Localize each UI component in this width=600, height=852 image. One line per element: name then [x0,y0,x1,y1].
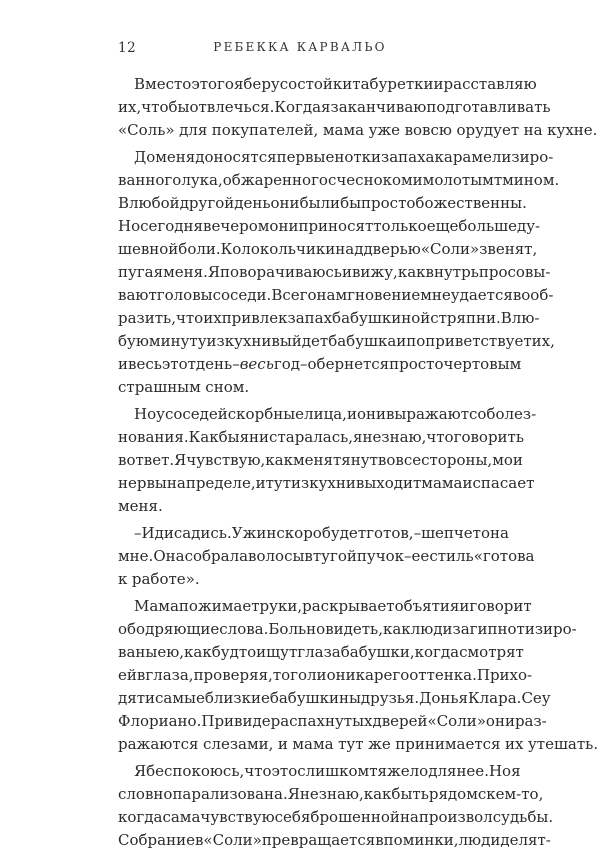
text-line: шевной боли. Колокольчики над дверью «Соли» звенят, [118,240,538,258]
text-line: пугая меня. Я поворачиваюсь и вижу, как внутрь просовы- [118,263,551,281]
text-line: и весь этот день – весь год – обернется просто чертовым [118,355,522,373]
text-line: бую минуту из кухни выйдет бабушка и поприветствует их, [118,332,555,350]
text-line: В любой другой день они были бы просто божественны. [118,194,527,212]
text-line: в ответ. Я чувствую, как меня тянут во все стороны, мои [118,451,523,469]
text-line: их, чтобы отвлечься. Когда я заканчиваю подготавливать [118,98,551,116]
text-line: дят и самые близкие бабушкины друзья. Донья Клара. Сеу [118,689,551,707]
page-header [118,40,482,60]
text-line: Я беспокоюсь, что это слишком тяжело для нее. Но я [134,762,521,780]
text-line: – Иди садись. Ужин скоро будет готов, – шепчет она [134,524,509,542]
text-line: Мама пожимает руки, раскрывает объятия и говорит [134,597,532,615]
text-line: ванного лука, обжаренного с чесноком и молотым тмином. [118,171,560,189]
text-line: меня. [118,497,163,515]
text-line: вают головы соседи. Всего на мгновение мне удается вооб- [118,286,554,304]
text-line: мне. Она собрала волосы в тугой пучок – ее стиль «готова [118,547,535,565]
text-line: когда сама чувствую себя брошенной на произвол судьбы. [118,808,554,826]
text-line: ей в глаза, проверяя, того ли они карего оттенка. Прихо- [118,666,533,684]
text-line: До меня доносятся первые нотки запаха карамелизиро- [134,148,554,166]
text-line: Вместо этого я беру со стойки табуретки и расставляю [134,75,537,93]
running-head-author: РЕБЕККА КАРВАЛЬО [213,40,387,54]
text-line: Собрание в «Соли» превращается в поминки, люди делят- [118,831,551,849]
text-line: Флориано. При виде распахнутых дверей «Соли» они раз- [118,712,547,730]
text-line: ободряющие слова. Больно видеть, как люди загипнотизиро- [118,620,577,638]
text-line: словно парализована. Я не знаю, как быть рядом с кем-то, [118,785,544,803]
text-line: к работе». [118,570,200,588]
page-number: 12 [118,40,137,56]
text-line: ражаются слезами, и мама тут же принимается их утешать. [118,735,599,753]
text-line: «Соль» для покупателей, мама уже вовсю орудует на кухне. [118,121,598,139]
text-line: нования. Как бы я ни старалась, я не знаю, что говорить [118,428,525,446]
body-text [118,73,599,852]
text-line: разить, что их привлек запах бабушкиной стряпни. В лю- [118,309,540,327]
text-line: страшным сном. [118,378,250,396]
text-line: Но сегодня вечером они приносят только еще больше ду- [118,217,541,235]
text-line: нервы на пределе, и тут из кухни выходит мама и спасает [118,474,535,492]
text-line: ваны ею, как будто ищут глаза бабушки, когда смотрят [118,643,524,661]
text-line: Но у соседей скорбные лица, и они выражают соболез- [134,405,537,423]
